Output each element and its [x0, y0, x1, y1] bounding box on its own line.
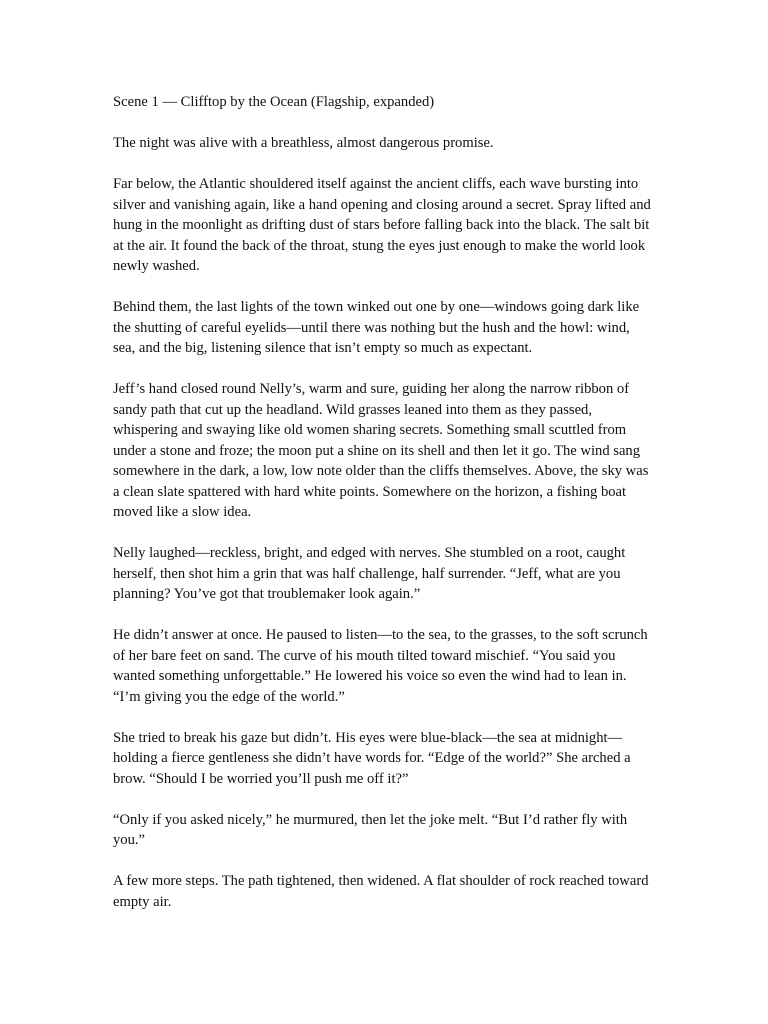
- document-page: [113, 92, 655, 933]
- paragraph: Far below, the Atlantic shouldered itself against the ancient cliffs, each wave bursting into silver and vanishing again, like a hand opening and closing around a secret. Spray lifted and hung in the moonlight as drifting dust of stars before falling back into the black. The salt bit at the air. It found the back of the throat, stung the eyes just enough to make the world look newly washed.: [113, 176, 651, 274]
- scene-heading: Scene 1 — Clifftop by the Ocean (Flagship, expanded): [113, 94, 435, 110]
- paragraph: The night was alive with a breathless, almost dangerous promise.: [113, 135, 494, 151]
- paragraph: Jeff’s hand closed round Nelly’s, warm and sure, guiding her along the narrow ribbon of sandy path that cut up the headland. Wild grasses leaned into them as they passed, whispering and swaying like old women sharing secrets. Something small scuttled from under a stone and froze; the moon put a shine on its shell and then let it go. The wind sang somewhere in the dark, a low, low note older than the cliffs themselves. Above, the sky was a clean slate spattered with hard white points. Somewhere on the horizon, a fishing boat moved like a slow idea.: [113, 381, 649, 520]
- paragraph: A few more steps. The path tightened, then widened. A flat shoulder of rock reached toward empty air.: [113, 873, 649, 910]
- paragraph: Behind them, the last lights of the town winked out one by one—windows going dark like the shutting of careful eyelids—until there was nothing but the hush and the howl: wind, sea, and the big, listening silence that isn’t empty so much as expectant.: [113, 299, 640, 356]
- paragraph: “Only if you asked nicely,” he murmured, then let the joke melt. “But I’d rather fly with you.”: [113, 811, 628, 848]
- paragraph: Nelly laughed—reckless, bright, and edged with nerves. She stumbled on a root, caught herself, then shot him a grin that was half challenge, half surrender. “Jeff, what are you planning? You’ve got that troublemaker look again.”: [113, 545, 626, 602]
- paragraph: She tried to break his gaze but didn’t. His eyes were blue-black—the sea at midnight—holding a fierce gentleness she didn’t have words for. “Edge of the world?” She arched a brow. “Should I be worried you’ll push me off it?”: [113, 729, 631, 787]
- paragraph: He didn’t answer at once. He paused to listen—to the sea, to the grasses, to the soft scrunch of her bare feet on sand. The curve of his mouth tilted toward mischief. “You said you wanted something unforgettable.” He lowered his voice so even the wind had to lean in. “I’m giving you the edge of the world.”: [113, 627, 648, 705]
